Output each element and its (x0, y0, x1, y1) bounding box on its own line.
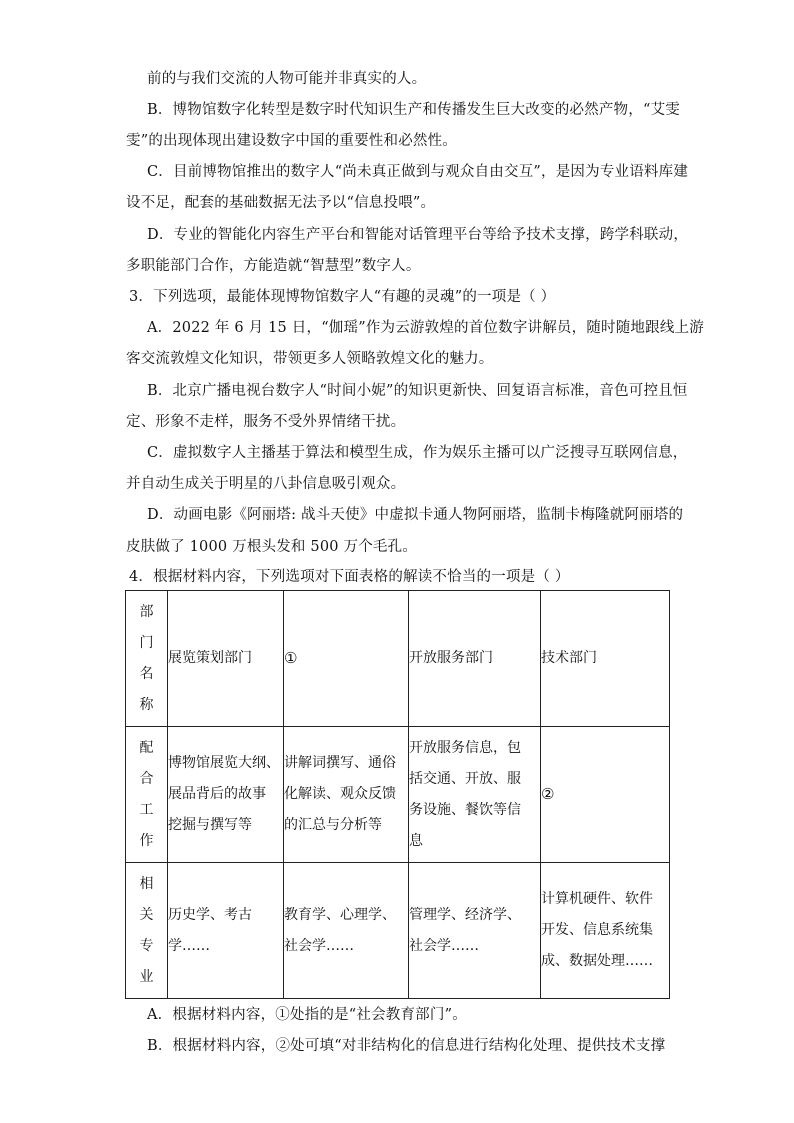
department-table (125, 590, 670, 999)
q3-option-c: C．虚拟数字人主播基于算法和模型生成，作为娱乐主播可以广泛搜寻互联网信息， (147, 445, 688, 461)
table-cell: 计算机硬件、软件 开发、信息系统集 成、数据处理…… (541, 863, 670, 999)
table-cell: 教育学、心理学、 社会学…… (284, 863, 409, 999)
table-cell: 博物馆展览大纲、 展品背后的故事 挖掘与撰写等 (168, 727, 284, 863)
text-line: 多职能部门合作，方能造就“智慧型”数字人。 (126, 258, 421, 274)
text-line: 客交流敦煌文化知识，带领更多人领略敦煌文化的魅力。 (126, 351, 494, 367)
row-header: 部 门 名 称 (126, 591, 168, 727)
table-cell: ② (541, 727, 670, 863)
row-header: 配 合 工 作 (126, 727, 168, 863)
table-cell: 讲解词撰写、通俗 化解读、观众反馈 的汇总与分析等 (284, 727, 409, 863)
table-cell: ① (284, 591, 409, 727)
option-c: C．目前博物馆推出的数字人“尚未真正做到与观众自由交互”，是因为专业语料库建 (147, 164, 689, 180)
table-cell: 管理学、经济学、 社会学…… (409, 863, 541, 999)
text-line: 雯”的出现体现出建设数字中国的重要性和必然性。 (126, 133, 458, 149)
q4-option-a: A．根据材料内容，①处指的是“社会教育部门”。 (147, 1007, 467, 1023)
table-row (126, 727, 670, 863)
table-cell: 历史学、考古 学…… (168, 863, 284, 999)
question-4-stem: 4．根据材料内容，下列选项对下面表格的解读不恰当的一项是（ ） (129, 569, 570, 585)
text-line: 并自动生成关于明星的八卦信息吸引观众。 (126, 476, 406, 492)
table-cell: 技术部门 (541, 591, 670, 727)
option-d: D．专业的智能化内容生产平台和智能对话管理平台等给予技术支撑，跨学科联动， (147, 227, 689, 243)
table-cell: 开放服务信息，包 括交通、开放、服 务设施、餐饮等信 息 (409, 727, 541, 863)
table-cell: 开放服务部门 (409, 591, 541, 727)
text-line: 皮肤做了 1000 万根头发和 500 万个毛孔。 (126, 539, 418, 555)
row-header: 相 关 专 业 (126, 863, 168, 999)
q3-option-b: B．北京广播电视台数字人“时间小妮”的知识更新快、回复语言标准，音色可控且恒 (147, 383, 688, 399)
option-b: B．博物馆数字化转型是数字时代知识生产和传播发生巨大改变的必然产物，“艾雯 (147, 102, 680, 118)
question-3-stem: 3．下列选项，最能体现博物馆数字人“有趣的灵魂”的一项是（ ） (129, 289, 556, 305)
table-cell: 展览策划部门 (168, 591, 284, 727)
text-line: 前的与我们交流的人物可能并非真实的人。 (147, 71, 427, 87)
q4-option-b: B．根据材料内容，②处可填“对非结构化的信息进行结构化处理、提供技术支撑 (147, 1038, 666, 1054)
table-row (126, 863, 670, 999)
text-line: 设不足，配套的基础数据无法予以“信息投喂”。 (126, 195, 436, 211)
q3-option-d: D．动画电影《阿丽塔: 战斗天使》中虚拟卡通人物阿丽塔，监制卡梅隆就阿丽塔的 (147, 507, 684, 523)
q3-option-a: A．2022 年 6 月 15 日，“伽瑶”作为云游敦煌的首位数字讲解员，随时随地跟线上游 (147, 320, 704, 336)
text-line: 定、形象不走样，服务不受外界情绪干扰。 (126, 414, 406, 430)
table-row (126, 591, 670, 727)
